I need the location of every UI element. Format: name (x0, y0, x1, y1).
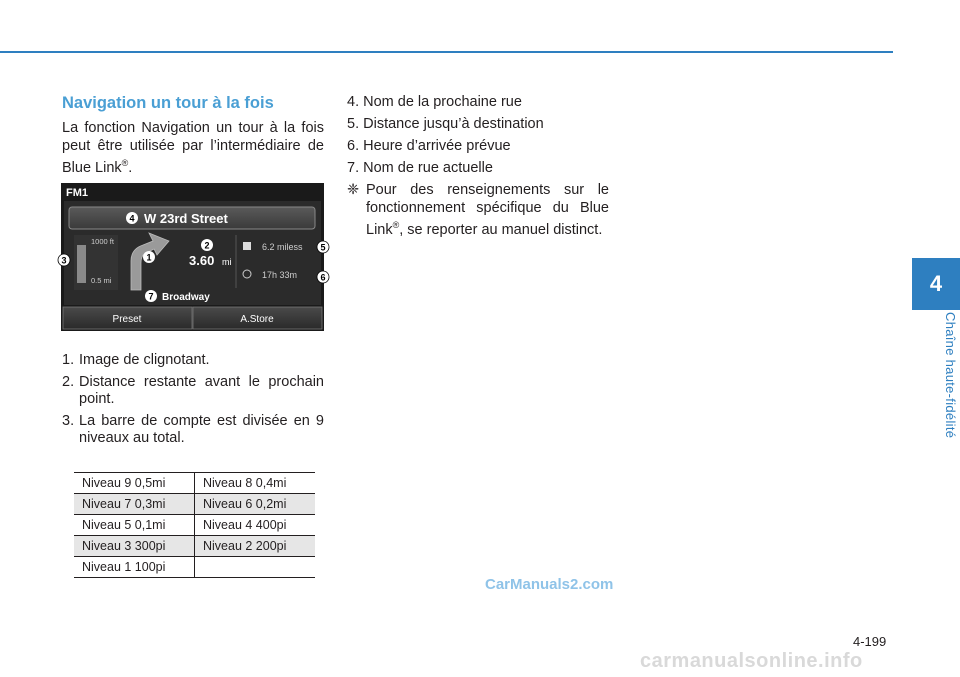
navigation-screen (61, 183, 324, 331)
note (347, 182, 609, 239)
callout-3-label: 3 (61, 255, 67, 266)
chapter-tab (912, 258, 960, 310)
callout-5-label: 5 (320, 242, 326, 253)
callout-7-label: 7 (148, 291, 154, 302)
note-icon: ❈ (347, 182, 360, 198)
table-row (74, 557, 315, 578)
footer-watermark: carmanualsonline.info (640, 650, 863, 672)
list-item-text: La barre de compte est divisée en 9 niveaux au total. (79, 412, 324, 446)
feature-list-left (62, 352, 324, 452)
table-cell (195, 557, 316, 578)
header-rule (0, 51, 893, 53)
note-text (366, 182, 609, 239)
navigation-screen-svg (61, 183, 324, 331)
table-cell: Niveau 2 200pi (195, 536, 316, 557)
registered-mark: ® (392, 220, 400, 230)
table-cell: Niveau 1 100pi (74, 557, 195, 578)
table-cell: Niveau 3 300pi (74, 536, 195, 557)
feature-list-right (347, 94, 609, 239)
table-cell: Niveau 8 0,4mi (195, 473, 316, 494)
list-item-number: 1. (62, 352, 75, 368)
bar-bottom-label: 0.5 mi (91, 276, 112, 285)
distance-value: 3.60 (189, 253, 215, 268)
list-item: 6. Heure d’arrivée prévue (347, 138, 511, 154)
table-cell: Niveau 7 0,3mi (74, 494, 195, 515)
preset-label: Preset (112, 314, 142, 325)
next-street: W 23rd Street (144, 211, 228, 226)
note-text-a: Pour des renseignements sur le fonctionnement spécifique du Blue Link (366, 182, 609, 238)
levels-table (74, 472, 315, 578)
list-item-text: Distance restante avant le prochain point. (79, 373, 324, 407)
table-cell: Niveau 6 0,2mi (195, 494, 316, 515)
table-row (74, 494, 315, 515)
list-item: 5. Distance jusqu’à destination (347, 116, 544, 132)
astore-label: A.Store (240, 314, 274, 325)
chapter-title: Chaîne haute-fidélité (943, 312, 958, 439)
band-label: FM1 (66, 187, 88, 199)
bar-top-label: 1000 ft (91, 237, 114, 246)
chapter-number: 4 (929, 271, 943, 296)
list-item-number: 2. (62, 373, 75, 390)
current-street: Broadway (162, 292, 210, 303)
list-item (62, 374, 324, 409)
table-row (74, 515, 315, 536)
callout-2-label: 2 (204, 240, 210, 251)
watermark[interactable]: CarManuals2.com (485, 576, 614, 593)
section-title: Navigation un tour à la fois (62, 94, 274, 112)
page-number: 4-199 (853, 634, 887, 649)
intro-text: La fonction Navigation un tour à la fois peut être utilisée par l’intermédiaire de Blue Link (62, 120, 324, 176)
callout-6-label: 6 (320, 272, 326, 283)
table-row (74, 536, 315, 557)
table-cell: Niveau 4 400pi (195, 515, 316, 536)
list-item: 7. Nom de rue actuelle (347, 160, 493, 176)
table-cell: Niveau 9 0,5mi (74, 473, 195, 494)
callout-1-label: 1 (146, 252, 152, 263)
list-item (62, 413, 324, 448)
list-item-text: Image de clignotant. (79, 352, 210, 368)
table-cell: Niveau 5 0,1mi (74, 515, 195, 536)
table-row (74, 473, 315, 494)
registered-mark: ® (121, 158, 129, 168)
distance-unit: mi (222, 257, 232, 267)
checkered-flag-icon (243, 242, 251, 250)
list-item (62, 352, 324, 370)
note-text-b: , se reporter au manuel distinct. (399, 221, 603, 238)
count-bar (77, 245, 86, 283)
callout-4-label: 4 (129, 213, 135, 224)
destination-distance: 6.2 miless (262, 242, 303, 252)
intro-end: . (128, 159, 133, 176)
arrival-time: 17h 33m (262, 270, 298, 280)
list-item: 4. Nom de la prochaine rue (347, 94, 522, 110)
list-item-number: 3. (62, 412, 75, 429)
intro-paragraph (62, 120, 324, 177)
